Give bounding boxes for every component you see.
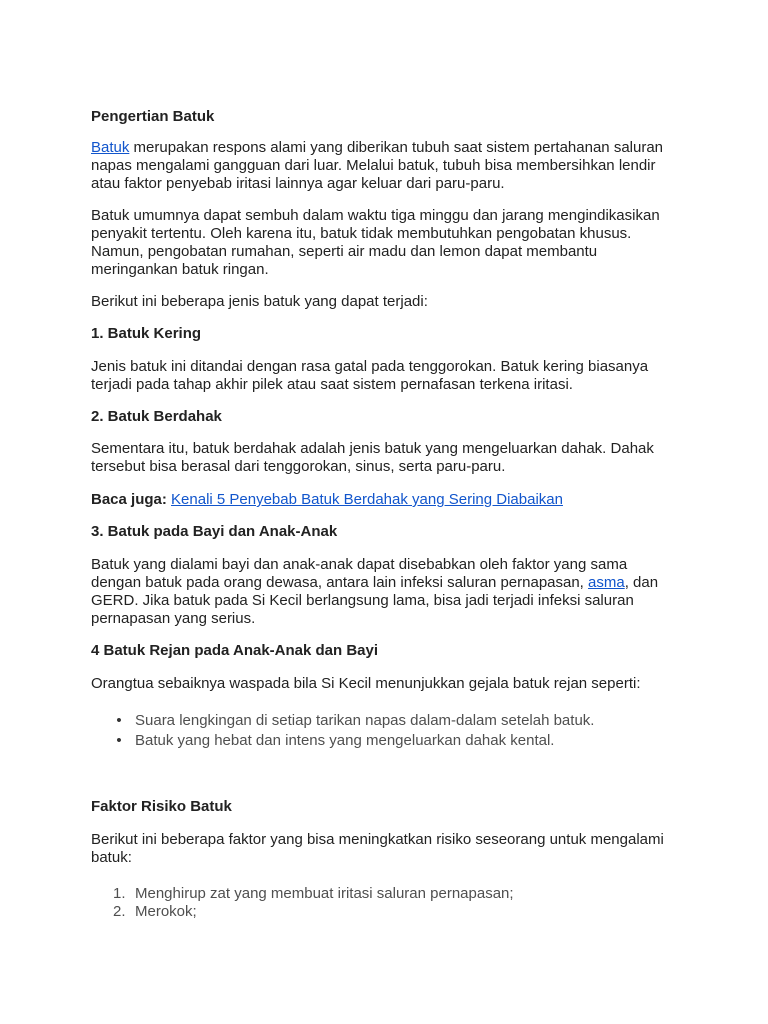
ordered-list bbox=[113, 885, 728, 921]
bullet-list bbox=[135, 711, 728, 751]
paragraph-line: batuk: bbox=[91, 849, 132, 866]
list-item bbox=[135, 731, 728, 751]
paragraph-batuk-kering bbox=[91, 358, 728, 394]
paragraph-line: Sementara itu, batuk berdahak adalah jenis batuk yang mengeluarkan dahak. Dahak bbox=[91, 440, 654, 457]
paragraph-line: Jenis batuk ini ditandai dengan rasa gatal pada tenggorokan. Batuk kering biasanya bbox=[91, 358, 649, 375]
list-item-text: Batuk yang hebat dan intens yang mengeluarkan dahak kental. bbox=[135, 732, 555, 749]
paragraph-line: atau faktor penyebab iritasi lainnya agar keluar dari paru-paru. bbox=[91, 175, 505, 192]
heading-batuk-berdahak: 2. Batuk Berdahak bbox=[91, 408, 222, 425]
paragraph-line: Berikut ini beberapa faktor yang bisa meningkatkan risiko seseorang untuk mengalami bbox=[91, 831, 664, 848]
list-item-text: Suara lengkingan di setiap tarikan napas dalam-dalam setelah batuk. bbox=[135, 712, 595, 729]
asma-link[interactable]: asma bbox=[588, 574, 625, 591]
baca-juga-line bbox=[91, 491, 728, 509]
paragraph-line: terjadi pada tahap akhir pilek atau saat sistem pernafasan terkena iritasi. bbox=[91, 376, 573, 393]
paragraph-line bbox=[91, 139, 728, 157]
paragraph-line: Namun, pengobatan rumahan, seperti air madu dan lemon dapat membantu bbox=[91, 243, 598, 260]
list-item-text: Menghirup zat yang membuat iritasi saluran pernapasan; bbox=[135, 885, 514, 902]
list-item-number: 1. bbox=[113, 885, 126, 902]
baca-juga-link[interactable]: Kenali 5 Penyebab Batuk Berdahak yang Sering Diabaikan bbox=[171, 491, 563, 508]
paragraph-text: dengan batuk pada orang dewasa, antara lain infeksi saluran pernapasan, bbox=[91, 574, 589, 591]
paragraph-jenis-intro: Berikut ini beberapa jenis batuk yang dapat terjadi: bbox=[91, 293, 428, 310]
heading-pengertian-batuk: Pengertian Batuk bbox=[91, 108, 215, 125]
paragraph-line: meringankan batuk ringan. bbox=[91, 261, 269, 278]
list-item-text: Merokok; bbox=[135, 903, 197, 920]
paragraph-faktor-intro bbox=[91, 831, 728, 867]
paragraph-line bbox=[91, 574, 728, 592]
paragraph-batuk-bayi bbox=[91, 556, 728, 628]
list-item bbox=[113, 885, 728, 903]
batuk-link[interactable]: Batuk bbox=[91, 139, 130, 156]
list-item-number: 2. bbox=[113, 903, 126, 920]
paragraph-intro bbox=[91, 139, 728, 193]
paragraph-line: Batuk umumnya dapat sembuh dalam waktu tiga minggu dan jarang mengindikasikan bbox=[91, 207, 660, 224]
paragraph-text: merupakan respons alami yang diberikan tubuh saat sistem pertahanan saluran bbox=[129, 139, 664, 156]
paragraph-text: , dan bbox=[624, 574, 659, 591]
paragraph-batuk-berdahak bbox=[91, 440, 728, 476]
paragraph-rejan-intro: Orangtua sebaiknya waspada bila Si Kecil menunjukkan gejala batuk rejan seperti: bbox=[91, 675, 641, 692]
bullet-icon bbox=[114, 711, 124, 731]
baca-juga-label: Baca juga: bbox=[91, 491, 167, 508]
paragraph-line: napas mengalami gangguan dari luar. Melalui batuk, tubuh bisa membersihkan lendir bbox=[91, 157, 656, 174]
heading-batuk-rejan: 4 Batuk Rejan pada Anak-Anak dan Bayi bbox=[91, 642, 379, 659]
heading-faktor-risiko: Faktor Risiko Batuk bbox=[91, 798, 232, 815]
list-item bbox=[135, 711, 728, 731]
heading-batuk-kering: 1. Batuk Kering bbox=[91, 325, 202, 342]
paragraph-line: penyakit tertentu. Oleh karena itu, batuk tidak membutuhkan pengobatan khusus. bbox=[91, 225, 632, 242]
paragraph-line: GERD. Jika batuk pada Si Kecil berlangsung lama, bisa jadi terjadi infeksi saluran bbox=[91, 592, 634, 609]
list-item bbox=[113, 903, 728, 921]
paragraph-line: Batuk yang dialami bayi dan anak-anak dapat disebabkan oleh faktor yang sama bbox=[91, 556, 628, 573]
paragraph-sembuh bbox=[91, 207, 728, 279]
paragraph-line: pernapasan yang serius. bbox=[91, 610, 256, 627]
heading-batuk-bayi: 3. Batuk pada Bayi dan Anak-Anak bbox=[91, 523, 338, 540]
bullet-icon bbox=[114, 731, 124, 751]
paragraph-line: tersebut bisa berasal dari tenggorokan, sinus, serta paru-paru. bbox=[91, 458, 506, 475]
